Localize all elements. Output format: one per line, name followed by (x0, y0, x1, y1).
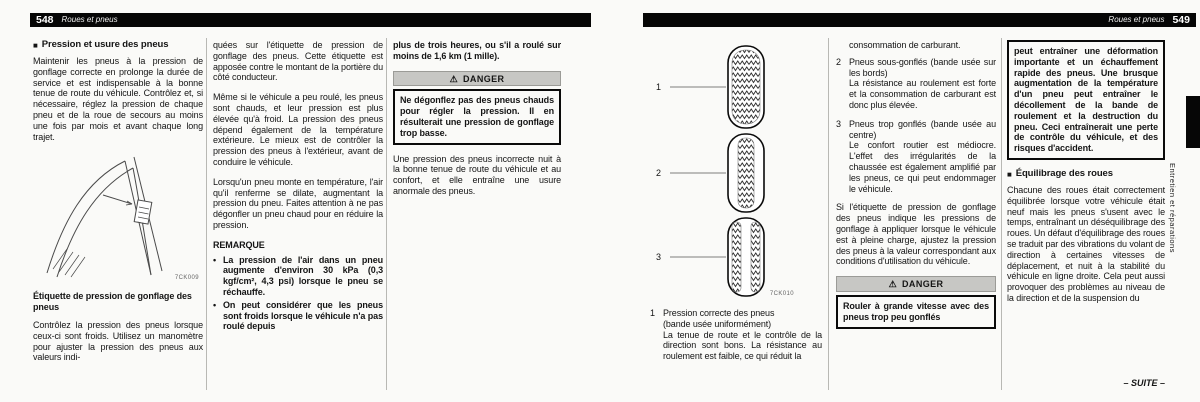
paragraph: Une pression des pneus incorrecte nuit à la bonne tenue de route du véhicule et au confort, et elle entraîne une usure anormale des pneus. (393, 153, 561, 196)
section-title-right: Roues et pneus (1108, 15, 1165, 24)
item-body-text: La résistance au roulement est forte et la consommation de carburant est donc plus élevée. (849, 78, 996, 110)
danger-header (836, 276, 996, 292)
column-divider (828, 38, 829, 390)
left-column-2 (213, 40, 383, 334)
danger-text: Ne dégonflez pas des pneus chauds pour régler la pression. Il en résulterait une pression de gonflage trop basse. (393, 89, 561, 144)
column-divider (1001, 38, 1002, 390)
section-heading-text: Équilibrage des roues (1015, 167, 1113, 179)
page-header-right (643, 13, 1196, 27)
item-note: (bande usée uniformément) (663, 318, 772, 329)
paragraph: Maintenir les pneus à la pression de gonflage correcte en prolonge la durée de service et est indispensable à la bonne tenue de route du véhicule. Contrôlez et, si nécessaire, réglez la pression de chaque pneu et de la roue de secours au moins une fois par mois et avant chaque long trajet. (33, 56, 203, 142)
remark-continuation: plus de trois heures, ou s'il a roulé sur moins de 1,6 km (1 mille). (393, 40, 561, 61)
numbered-item-1 (650, 308, 822, 362)
item-continuation: consommation de carburant. (849, 40, 961, 50)
item-text (663, 308, 822, 362)
square-marker-icon: ■ (33, 41, 38, 50)
item-number: 2 (836, 56, 841, 67)
column-divider (206, 38, 207, 390)
remark-bullet-text: On peut considérer que les pneus sont froids lorsque le véhicule n'a pas roulé depuis (223, 299, 383, 332)
page-header-left (30, 13, 591, 27)
section-heading (33, 40, 203, 51)
figure-callout-1: 1 (656, 82, 661, 92)
tire-wear-figure (650, 42, 822, 302)
bullet-icon: • (213, 299, 217, 310)
danger-header (393, 71, 561, 87)
danger-title: DANGER (463, 73, 505, 84)
remark-bullet-text: La pression de l'air dans un pneu augmente d'environ 30 kPa (0,3 kgf/cm², 4,3 psi) lorsque le pneu se réchauffe. (223, 254, 383, 297)
section-heading-text: Pression et usure des pneus (41, 39, 169, 50)
section-thumb-tab (1186, 96, 1200, 148)
square-marker-icon: ■ (1007, 169, 1012, 179)
paragraph: Même si le véhicule a peu roulé, les pneus sont chauds, et leur pression est plus élevée qu'à froid. La pression des pneus dépend également de la température extérieure. Le mieux est de contrôler la pression des pneus à l'extérieur, avant de conduire le véhicule. (213, 92, 383, 167)
item-title: Pression correcte des pneus (663, 308, 775, 318)
paragraph: quées sur l'étiquette de pression de gonflage des pneus. Cette étiquette est apposée contre le montant de la portière du côté conducteur. (213, 40, 383, 83)
figure-callout-2: 2 (656, 168, 661, 178)
right-column-3 (1007, 40, 1165, 313)
paragraph: Chacune des roues était correctement équilibrée lorsque votre véhicule était neuf mais les pneus s'usent avec le temps, entraînant un déséquilibrage des roues. Un défaut d'équilibrage des roues se traduit par des vibrations du volant de direction à certaines vitesses de déplacement, et nuit à la stabilité du véhicule en ligne droite. Cela peut aussi provoquer des problèmes au niveau de la direction et de la suspension du (1007, 184, 1165, 303)
section-title-left: Roues et pneus (61, 15, 118, 24)
section-heading (1007, 169, 1165, 180)
page-number-right: 549 (1172, 13, 1190, 26)
item-number: 3 (836, 118, 841, 129)
left-column-3 (393, 40, 561, 206)
remark-bullet (213, 255, 383, 298)
figure-callout-3: 3 (656, 252, 661, 262)
left-column-1 (33, 40, 203, 372)
figure-code: 7CK009 (174, 274, 199, 281)
remark-bullet (213, 300, 383, 332)
column-divider (386, 38, 387, 390)
danger-box (836, 276, 996, 328)
danger-text: Rouler à grande vitesse avec des pneus trop peu gonflés (836, 295, 996, 329)
item-text (849, 119, 996, 195)
danger-box (393, 71, 561, 145)
danger-title: DANGER (902, 279, 944, 290)
tread-wear-illustration (650, 42, 822, 300)
right-column-2 (836, 40, 996, 338)
item-title: Pneus sous-gonflés (bande usée sur les bords) (849, 56, 996, 78)
section-tab-label: Entretien et réparations (1168, 163, 1177, 253)
item-text (849, 57, 996, 111)
figure-code: 7CK010 (769, 291, 794, 298)
numbered-item-2 (836, 57, 996, 111)
page-number-left: 548 (36, 13, 54, 26)
warning-icon: ⚠ (888, 279, 898, 290)
paragraph: Contrôlez la pression des pneus lorsque ceux-ci sont froids. Utilisez un manomètre pour ajuster la pression des pneus aux valeurs indi- (33, 319, 203, 363)
item-number: 1 (650, 308, 655, 318)
numbered-item-3 (836, 119, 996, 195)
right-column-1 (650, 40, 822, 370)
danger-continuation: peut entraîner une déformation importante et un échauffement rapide des pneus. Une brusque augmentation de la température d'un pneu peut entraîner le décollement de la bande de roulement et la destruction du pneu. Ceci entraînerait une perte de contrôle du véhicule, et des risques d'accident. (1007, 40, 1165, 160)
continuation-marker: – SUITE – (1123, 378, 1165, 388)
figure-caption: Étiquette de pression de gonflage des pneus (33, 291, 192, 313)
paragraph: Si l'étiquette de pression de gonflage des pneus indique les pressions de gonflage à appliquer lorsque le véhicule est à pleine charge, ajustez la pression des pneus à la valeur correspondant aux conditions d'utilisation du véhicule. (836, 202, 996, 267)
remark-heading: REMARQUE (213, 239, 265, 250)
tire-pressure-label-figure (33, 151, 203, 285)
item-body-text: La tenue de route et le contrôle de la direction sont bons. La résistance au roulement est faible, ce qui réduit la (663, 329, 822, 362)
item-title: Pneus trop gonflés (bande usée au centre) (849, 118, 996, 140)
warning-icon: ⚠ (449, 73, 459, 84)
bullet-icon: • (213, 254, 217, 265)
door-jamb-illustration (33, 151, 199, 281)
item-body-text: Le confort routier est médiocre. L'effet des irrégularités de la chaussée est également amplifié par les pneus, ce qui peut endommager le véhicule. (849, 140, 996, 194)
paragraph: Lorsqu'un pneu monte en température, l'air qu'il renferme se dilate, augmentant la pression du pneu. Faites attention à ne pas dégonfler un pneu chaud pour en réduire la pression. (213, 176, 383, 230)
